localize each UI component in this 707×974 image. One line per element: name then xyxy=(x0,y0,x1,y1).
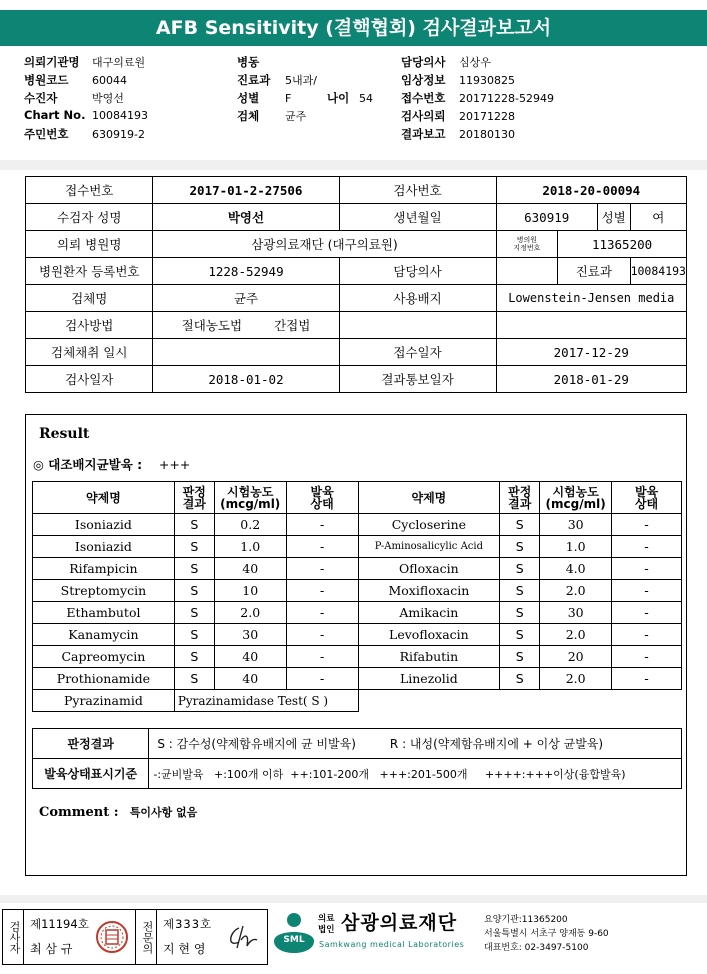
header-label: 병동 xyxy=(237,55,260,69)
birth-label: 생년월일 xyxy=(339,204,496,231)
header-label: 의뢰기관명 xyxy=(24,55,80,69)
header-label: 주민번호 xyxy=(24,127,69,141)
col-conc-line1: 시험농도 xyxy=(552,484,599,499)
concentration: 40 xyxy=(214,668,286,690)
growth: - xyxy=(286,514,358,536)
drug-name: Levofloxacin xyxy=(358,624,500,646)
concentration: 2.0 xyxy=(540,624,612,646)
birth: 630919 xyxy=(496,204,597,231)
designated-no: 11365200 xyxy=(558,231,687,258)
concentration: 2.0 xyxy=(540,668,612,690)
growth: - xyxy=(612,514,682,536)
header-value: 균주 xyxy=(285,110,307,123)
seal-stamp xyxy=(95,920,129,954)
org-address: 서울특별시 서초구 양재동 9-60 xyxy=(484,929,609,939)
method-label: 검사방법 xyxy=(26,312,153,339)
result-heading: Result xyxy=(39,426,90,442)
concentration: 2.0 xyxy=(214,602,286,624)
method xyxy=(153,312,339,339)
judge: S xyxy=(174,558,214,580)
judge: S xyxy=(500,558,540,580)
control-growth-value: +++ xyxy=(158,457,191,472)
collect-date xyxy=(153,339,339,366)
designated-label-line1: 병의원 xyxy=(516,236,537,244)
dept-label: 진료과 xyxy=(558,258,630,285)
patient-name-label: 수검자 성명 xyxy=(26,204,153,231)
drug-name: Ofloxacin xyxy=(358,558,500,580)
judge: S xyxy=(174,536,214,558)
tester-name: 최 삼 규 xyxy=(30,942,73,956)
header-value: 5내과/ xyxy=(285,74,317,87)
header-label: Chart No. xyxy=(24,108,86,122)
growth: - xyxy=(286,624,358,646)
judge-legend-label: 판정결과 xyxy=(33,729,149,759)
header-value: 20180130 xyxy=(459,128,515,141)
concentration: 4.0 xyxy=(540,558,612,580)
header-label: 수진자 xyxy=(24,91,58,105)
doctor xyxy=(496,258,558,285)
drug-name: Isoniazid xyxy=(33,514,175,536)
header-label: 검체 xyxy=(237,109,260,123)
header-value: 대구의료원 xyxy=(92,56,146,69)
col-conc-line2: (mcg/ml) xyxy=(545,496,606,511)
col-conc xyxy=(214,482,286,514)
specimen: 균주 xyxy=(153,285,339,312)
divider xyxy=(0,160,707,170)
empty-cell xyxy=(358,690,682,712)
concentration: 20 xyxy=(540,646,612,668)
judge: S xyxy=(500,602,540,624)
col-conc-line2: (mcg/ml) xyxy=(220,496,281,511)
judge-legend-s: S : 감수성(약제함유배지에 균 비발육) xyxy=(157,737,356,751)
concentration: 30 xyxy=(540,514,612,536)
org-prefix-line1: 의료 xyxy=(318,914,335,924)
sex-label: 성별 xyxy=(597,204,630,231)
pza-result: Pyrazinamidase Test( S ) xyxy=(174,690,358,712)
concentration: 2.0 xyxy=(540,580,612,602)
judge: S xyxy=(500,646,540,668)
header-value: 20171228 xyxy=(459,110,515,123)
concentration: 1.0 xyxy=(540,536,612,558)
reviewer-name: 지 현 영 xyxy=(163,942,206,956)
test-date-label: 검사일자 xyxy=(26,366,153,393)
drug-name: P-Aminosalicylic Acid xyxy=(358,536,500,558)
growth: - xyxy=(612,602,682,624)
growth: - xyxy=(612,646,682,668)
specimen-label: 검체명 xyxy=(26,285,153,312)
drug-name: Amikacin xyxy=(358,602,500,624)
header-col3 xyxy=(401,54,554,144)
growth-legend: -:균비발육 +:100개 이하 ++:101-200개 +++:201-500개 ++++:+++이상(융합발육) xyxy=(149,759,682,789)
judge: S xyxy=(500,536,540,558)
reviewer-license: 제333호 xyxy=(163,917,213,931)
growth: - xyxy=(286,580,358,602)
medium-label: 사용배지 xyxy=(339,285,496,312)
col-growth xyxy=(286,482,358,514)
col-growth-line2: 상태 xyxy=(634,496,659,511)
header-value: 심상우 xyxy=(459,56,491,69)
judge: S xyxy=(500,668,540,690)
concentration: 30 xyxy=(214,624,286,646)
receipt-date-label: 접수일자 xyxy=(339,339,496,366)
patient-name: 박영선 xyxy=(153,204,339,231)
signature xyxy=(225,922,259,952)
test-date: 2018-01-02 xyxy=(153,366,339,393)
judge: S xyxy=(174,514,214,536)
doctor-label: 담당의사 xyxy=(339,258,496,285)
header-label: 담당의사 xyxy=(401,55,446,69)
report-date-label: 결과통보일자 xyxy=(339,366,496,393)
signature-box xyxy=(2,909,268,965)
col-conc-line1: 시험농도 xyxy=(227,484,274,499)
control-growth xyxy=(33,455,190,473)
sex: 여 xyxy=(630,204,686,231)
org-prefix xyxy=(318,914,334,936)
drug-name: Kanamycin xyxy=(33,624,175,646)
drug-name: Linezolid xyxy=(358,668,500,690)
drug-name: Rifampicin xyxy=(33,558,175,580)
age-value: 54 xyxy=(359,92,373,105)
header-label: 병원코드 xyxy=(24,73,69,87)
col-drug: 약제명 xyxy=(358,482,500,514)
header-label: 접수번호 xyxy=(401,91,446,105)
report-date: 2018-01-29 xyxy=(496,366,686,393)
col-drug: 약제명 xyxy=(33,482,175,514)
judge: S xyxy=(500,514,540,536)
col-judge xyxy=(174,482,214,514)
comment-label: Comment : xyxy=(39,805,119,820)
drug-name: Moxifloxacin xyxy=(358,580,500,602)
drug-name: Streptomycin xyxy=(33,580,175,602)
org-name: 삼광의료재단 xyxy=(341,912,458,934)
designated-label xyxy=(496,231,558,258)
concentration: 40 xyxy=(214,558,286,580)
hosp-patient-no: 1228-52949 xyxy=(153,258,339,285)
judge: S xyxy=(174,602,214,624)
header-value: 60044 xyxy=(92,74,127,87)
method-absolute: 절대농도법 xyxy=(181,318,243,333)
growth-legend-label: 발육상태표시기준 xyxy=(33,759,149,789)
pza-drug: Pyrazinamid xyxy=(33,690,175,712)
drug-row xyxy=(33,558,682,580)
col-growth-line1: 발육 xyxy=(310,484,334,499)
growth: - xyxy=(286,646,358,668)
growth: - xyxy=(612,668,682,690)
tester-license: 제11194호 xyxy=(30,917,89,931)
logo-text: SML xyxy=(283,935,305,945)
drug-row xyxy=(33,624,682,646)
header-value: F xyxy=(285,92,292,105)
growth: - xyxy=(612,558,682,580)
drug-name: Prothionamide xyxy=(33,668,175,690)
drug-row xyxy=(33,668,682,690)
header-col2 xyxy=(237,54,373,126)
growth: - xyxy=(286,558,358,580)
header-value: 20171228-52949 xyxy=(459,92,554,105)
org-phone: 대표번호: 02-3497-5100 xyxy=(484,943,589,953)
header-label: 결과보고 xyxy=(401,127,446,141)
header-value: 10084193 xyxy=(92,109,148,122)
header-label: 검사의뢰 xyxy=(401,109,446,123)
header-value: 630919-2 xyxy=(92,128,145,141)
dept: 10084193 xyxy=(630,258,686,285)
drug-name: Rifabutin xyxy=(358,646,500,668)
concentration: 1.0 xyxy=(214,536,286,558)
comment xyxy=(39,801,197,820)
col-growth-line2: 상태 xyxy=(310,496,334,511)
drug-name: Capreomycin xyxy=(33,646,175,668)
reception-no: 2017-01-2-27506 xyxy=(153,177,339,204)
growth: - xyxy=(612,624,682,646)
empty-cell xyxy=(496,312,686,339)
concentration: 0.2 xyxy=(214,514,286,536)
empty-cell xyxy=(339,312,496,339)
sml-logo xyxy=(272,911,316,963)
judge: S xyxy=(174,646,214,668)
org-english: Samkwang medical Laboratories xyxy=(319,940,465,949)
hospital-label: 의뢰 병원명 xyxy=(26,231,153,258)
test-no: 2018-20-00094 xyxy=(496,177,686,204)
col-judge-line1: 판정 xyxy=(508,484,532,499)
growth: - xyxy=(612,536,682,558)
col-growth xyxy=(612,482,682,514)
collect-date-label: 검체채취 일시 xyxy=(26,339,153,366)
header-value: 박영선 xyxy=(92,92,124,105)
judge: S xyxy=(174,668,214,690)
growth: - xyxy=(286,602,358,624)
col-judge-line2: 결과 xyxy=(508,496,532,511)
designated-label-line2: 지정번호 xyxy=(513,244,541,252)
reviewer-label: 전문의 xyxy=(135,910,157,964)
col-judge xyxy=(500,482,540,514)
judge: S xyxy=(500,580,540,602)
org-prefix-line2: 법인 xyxy=(318,925,335,935)
header-label: 성별 xyxy=(237,91,260,105)
control-growth-label: ◎ 대조배지균발육 : xyxy=(33,457,143,472)
medium: Lowenstein-Jensen media xyxy=(496,285,686,312)
growth: - xyxy=(612,580,682,602)
susceptibility-table xyxy=(32,481,682,712)
receipt-date: 2017-12-29 xyxy=(496,339,686,366)
judge: S xyxy=(500,624,540,646)
footer-divider xyxy=(0,895,707,903)
header-label: 임상정보 xyxy=(401,73,446,87)
growth: - xyxy=(286,668,358,690)
col-growth-line1: 발육 xyxy=(634,484,659,499)
info-table xyxy=(25,176,687,393)
col-judge-line1: 판정 xyxy=(182,484,206,499)
age-label: 나이 xyxy=(327,91,350,105)
drug-row xyxy=(33,580,682,602)
col-judge-line2: 결과 xyxy=(182,496,206,511)
report-title: AFB Sensitivity (결핵협회) 검사결과보고서 xyxy=(0,10,707,46)
judge-legend xyxy=(149,729,682,759)
org-contact xyxy=(484,913,609,955)
drug-name: Isoniazid xyxy=(33,536,175,558)
judge: S xyxy=(174,624,214,646)
judge-legend-r: R : 내성(약제함유배지에 + 이상 균발육) xyxy=(389,737,604,751)
method-indirect: 간접법 xyxy=(274,318,311,333)
comment-text: 특이사항 없음 xyxy=(129,806,198,819)
concentration: 30 xyxy=(540,602,612,624)
hosp-patient-no-label: 병원환자 등록번호 xyxy=(26,258,153,285)
org-code: 요양기관:11365200 xyxy=(484,915,568,925)
test-no-label: 검사번호 xyxy=(339,177,496,204)
tester-label: 검사자 xyxy=(3,910,24,964)
concentration: 10 xyxy=(214,580,286,602)
header-value: 11930825 xyxy=(459,74,515,87)
drug-row xyxy=(33,602,682,624)
col-conc xyxy=(540,482,612,514)
concentration: 40 xyxy=(214,646,286,668)
drug-row xyxy=(33,646,682,668)
growth: - xyxy=(286,536,358,558)
legend-table xyxy=(32,728,682,789)
drug-row xyxy=(33,514,682,536)
drug-name: Ethambutol xyxy=(33,602,175,624)
drug-row xyxy=(33,536,682,558)
drug-name: Cycloserine xyxy=(358,514,500,536)
reception-no-label: 접수번호 xyxy=(26,177,153,204)
header-col1 xyxy=(24,54,148,144)
judge: S xyxy=(174,580,214,602)
hospital: 삼광의료재단 (대구의료원) xyxy=(153,231,496,258)
header-label: 진료과 xyxy=(237,73,271,87)
